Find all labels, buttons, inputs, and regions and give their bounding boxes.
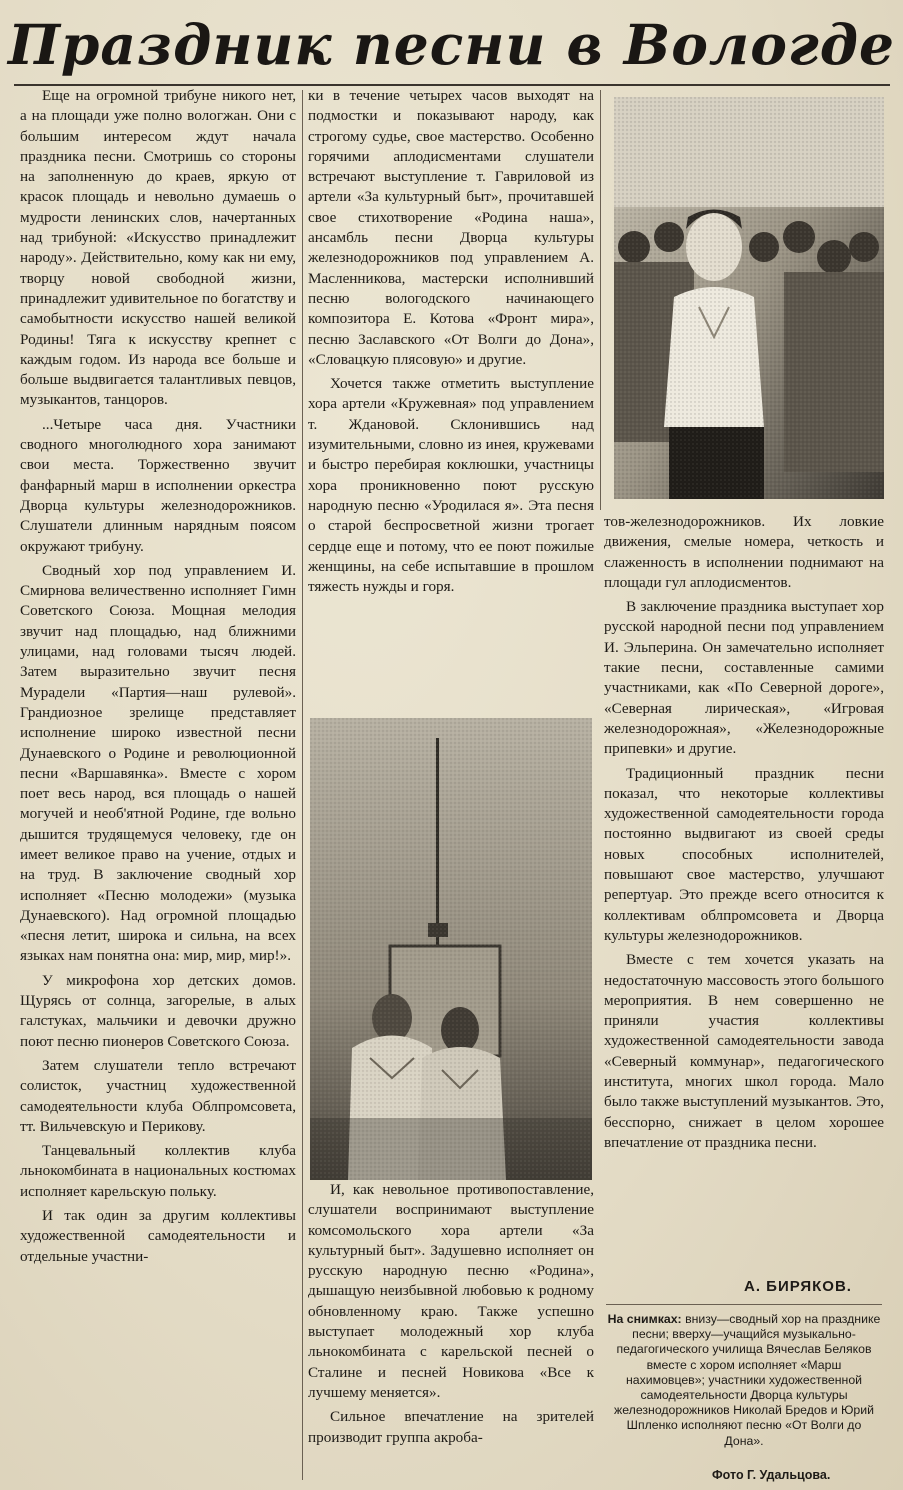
column-rule-1 — [302, 90, 303, 1480]
choir-singer-image — [614, 97, 884, 499]
photo-caption — [606, 1312, 882, 1449]
col1-paragraph: Сводный хор под управлением И. Смирнова величественно исполняет Гимн Советского Союза. Мощная мелодия звучит над площадью, над ближними улицами, над головами тысяч людей. Затем выразительно звучит песня Мурадели «Партия—наш рулевой». Грандиозное зрелище представляет исполнение широко известной песни Дунаевского о Родине и революционной песни «Варшавянка». Вместе с хором поет весь народ, вся площадь о нашей могучей и необ'ятной Родине, где вольно дышится трудящемуся человеку, где он имеет великое право на учение, отдых и на труд. В заключение сводный хор исполняет «Песню молодежи» (музыка Дунаевского). Над огромной площадью «песня летит, широка и сильна, на всех языках нам понятна она: мир, мир, мир!». — [20, 561, 296, 965]
col1-paragraph: ...Четыре часа дня. Участники сводного многолюдного хора занимают свои места. Торжественно звучит фанфарный марш в исполнении оркестра Дворца культуры железнодорожников. Слушатели длинным нарядным поясом окружают трибуну. — [20, 415, 296, 555]
column-2-bottom — [308, 1180, 594, 1485]
photo-two-singers — [310, 718, 592, 1180]
col1-paragraph: Танцевальный коллектив клуба льнокомбината в национальных костюмах исполняет карельскую польку. — [20, 1142, 296, 1200]
photo-credit: Фото Г. Удальцова. — [712, 1468, 831, 1482]
col2-paragraph: ки в течение четырех часов выходят на подмостки и показывают народу, как строгому судье, свое мастерство. Особенно горячими аплодисментами слушатели встречают выступление т. Гавриловой из артели «За культурный быт», прочитавшей свое стихотворение «Родина наша», ансамбль песни Дворца культуры железнодорожников под управлением А. Масленникова, мастерски исполнивший песню вологодского начинающего композитора Е. Котова «Фронт мира», песню Заславского «От Волги до Дона», «Словацкую плясовую» и другие. — [308, 87, 594, 368]
caption-lead: На снимках: — [607, 1312, 682, 1326]
col2-paragraph: Сильное впечатление на зрителей производит группа акроба- — [308, 1408, 594, 1446]
column-3 — [604, 512, 884, 1262]
col1-paragraph: Затем слушатели тепло встречают солисток, участниц художественной самодеятельности клуба Облпромсовета, тт. Вильчевскую и Перикову. — [20, 1056, 296, 1135]
col2-paragraph: Хочется также отметить выступление хора артели «Кружевная» под управлением т. Ждановой. Склонившись над изумительными, словно из инея, кружевами и быстро перебирая коклюшки, участницы хора проникновенно поют русскую народную песню «Уродилася я». Эта песня о старой беспросветной жизни трогает сердце еще и потому, что ее поют пожилые женщины, на себе испытавшие в прошлом тяжесть нужды и горя. — [308, 375, 594, 596]
col3-paragraph: Вместе с тем хочется указать на недостаточную массовость этого большого мероприятия. В нем совершенно не приняли участия коллективы художественной самодеятельности завода «Северный коммунар», педагогического института, многих школ города. Мало было также выступлений музыкантов. Это, бесспорно, снижает в целом хорошее впечатление от праздника песни. — [604, 951, 884, 1151]
col1-paragraph: И так один за другим коллективы художественной самодеятельности и отдельные участни- — [20, 1207, 296, 1265]
col1-paragraph: У микрофона хор детских домов. Щурясь от солнца, загорелые, в алых галстуках, мальчики и девочки дружно поют песню пионеров Советского Союза. — [20, 971, 296, 1050]
col1-paragraph: Еще на огромной трибуне никого нет, а на площади уже полно вологжан. Они с большим интересом ждут начала праздника песни. Смотришь со стороны на заполненную до краев, яркую от красок площадь и невольно думаешь о мудрости ленинских слов, начертанных над трибуной: «Искусство принадлежит народу». Действительно, кому как ни ему, творцу новой свободной жизни, принадлежит удивительное по богатству и самобытности искусство нашей великой Родины! Тяга к искусству крепнет с каждым годом. Из народа все больше и больше выдвигается талантливых певцов, музыкантов, танцоров. — [20, 87, 296, 409]
column-2-top — [308, 86, 594, 711]
author-signature: А. БИРЯКОВ. — [744, 1278, 852, 1295]
column-rule-2 — [600, 90, 601, 510]
column-1 — [20, 86, 296, 1486]
col3-paragraph: Традиционный праздник песни показал, что некоторые коллективы художественной самодеятельности города постоянно выдвигают из своей среды новых способных исполнителей, повышают свое мастерство, улучшают репертуар. Это прежде всего относится к коллективам облпромсовета и Дворца культуры железнодорожников. — [604, 764, 884, 944]
caption-text: внизу—сводный хор на празднике песни; вверху—учащийся музыкально-педагогического училища Вячеслав Беляков вместе с хором исполняет «Марш нахимовцев»; участники художественной самодеятельности Дворца культуры железнодорожников Николай Бредов и Юрий Шпленко исполняют песню «От Волги до Дона». — [613, 1312, 881, 1448]
col3-paragraph: тов-железнодорожников. Их ловкие движения, смелые номера, четкость и слаженность в исполнении поднимают на площади гул аплодисментов. — [604, 513, 884, 591]
photo-choir-singer — [614, 97, 884, 499]
caption-rule — [606, 1304, 882, 1305]
headline: Праздник песни в Вологде — [7, 12, 896, 77]
col2-paragraph: И, как невольное противопоставление, слушатели воспринимают выступление комсомольского хора артели «За культурный быт». Задушевно исполняет он русскую народную песню «Родина», дышащую неизбывной любовью к родному обновленному краю. Также успешно выступает молодежный хор клуба льнокомбината с карельской песней о Сталине и песней Новикова «Все к лучшему меняется». — [308, 1181, 594, 1401]
col3-paragraph: В заключение праздника выступает хор русской народной песни под управлением И. Эльперина. Он замечательно исполняет такие песни, составленные самими участниками, как «По Северной дороге», «Северная лирическая», «Игровая железнодорожная», «Железнодорожные припевки» и другие. — [604, 598, 884, 758]
two-singers-image — [310, 718, 592, 1180]
